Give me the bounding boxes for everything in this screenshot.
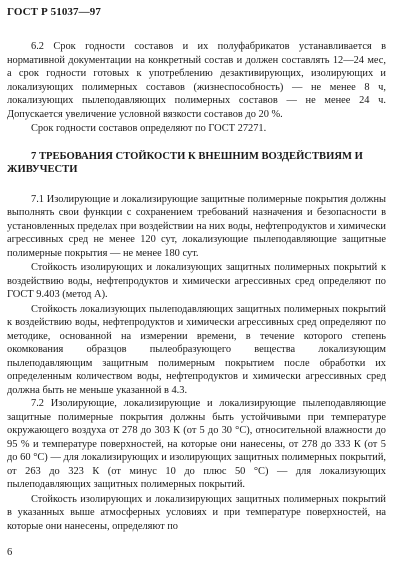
paragraph-shelf-life-method: Срок годности составов определяют по ГОСТ 27271. [31, 123, 267, 134]
paragraph-7-2: 7.2 Изолирующие, локализирующие и локализирующие пылеподавляющие защитные полимерные покрытия должны быть устойчивыми при температуре окружающего воздуха от 278 до 303 К (от 5 до 30 °С), относительной влажности до 95 % и температуре поверхностей, на которые они нанесены, от 278 до 333 К (от 5 до 60 °С) — для локализирующих и изолирующих защитных полимерных покрытий, от 263 до 323 К (от минус 10 до плюс 50 °С) — для локализующих пылеподавляющих защитных полимерных покрытий. [7, 398, 386, 490]
page-number: 6 [7, 547, 13, 558]
paragraph-resistance-method-a: Стойкость изолирующих и локализующих защитных полимерных покрытий к воздействию воды, нефтепродуктов и химически агрессивных сред определяют по ГОСТ 9.403 (метод А). [7, 262, 386, 300]
paragraph-dust-suppressing-method: Стойкость локализующих пылеподавляющих защитных полимерных покрытий к воздействию воды, нефтепродуктов и химически агрессивных сред определяют по методике, основанной на измерении времени, в течение которого степень окомкования образцов пылеобразующего вещества локализующим пылеподавляющим защитным полимерным покрытием после обработки их определенным количеством воды, нефтепродуктов и химически агрессивных сред должна быть не меньше указанной в 4.3. [7, 303, 386, 396]
paragraph-7-1: 7.1 Изолирующие и локализирующие защитные полимерные покрытия должны выполнять свои функции с сохранением требований назначения и безопасности в установленных пределах при воздействии на них воды, нефтепродуктов и химически агрессивных сред не менее 120 сут, локализующие пылеподавляющие защитные полимерные покрытия — не менее 180 сут. [7, 193, 386, 259]
section-heading-7: 7 ТРЕБОВАНИЯ СТОЙКОСТИ К ВНЕШНИМ ВОЗДЕЙСТВИЯМ И ЖИВУЧЕСТИ [7, 150, 363, 175]
paragraph-atmospheric-resistance: Стойкость изолирующих и локализирующих защитных полимерных покрытий в указанных выше атмосферных условиях и при температуре поверхностей, на которые они нанесены, определяют по [7, 493, 386, 532]
running-header: ГОСТ Р 51037—97 [7, 6, 101, 18]
paragraph-6-2: 6.2 Срок годности составов и их полуфабрикатов устанавливается в нормативной документации на конкретный состав и должен составлять 12—24 мес, а срок годности готовых к употреблению дезактивирующих, изолирующих и локализующих полимерных составов (жизнеспособность) — не менее 8 ч, локализующих пылеподавляющих полимерных составов — не менее 24 ч. Допускается увеличение условной вязкости составов до 20 %. [7, 41, 386, 120]
document-body [7, 40, 386, 533]
